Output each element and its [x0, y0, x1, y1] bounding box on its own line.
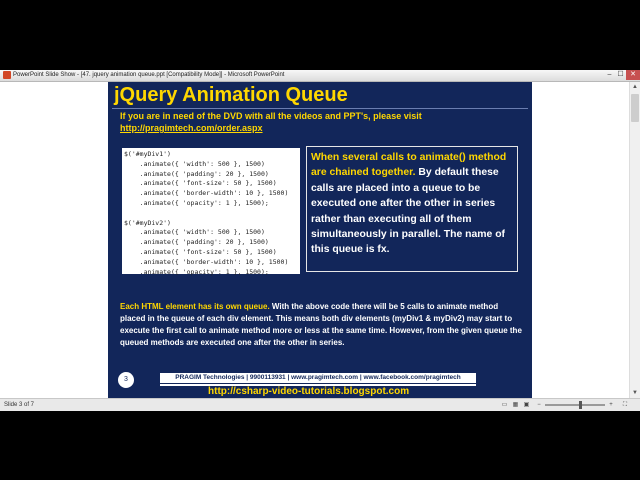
status-bar: [0, 398, 640, 411]
callout-box: [306, 146, 518, 272]
callout-text: By default these calls are placed into a queue to be executed one after the other in series rather than executing all of them simultaneously in parallel. The name of this queue is fx.: [311, 167, 506, 256]
slide-title: jQuery Animation Queue: [114, 84, 348, 106]
blog-link[interactable]: http://csharp-video-tutorials.blogspot.com: [208, 386, 410, 397]
zoom-in-icon[interactable]: +: [609, 402, 613, 408]
scroll-thumb[interactable]: [631, 94, 639, 122]
vertical-scrollbar[interactable]: [629, 82, 640, 398]
zoom-out-icon[interactable]: −: [537, 402, 541, 408]
fit-to-window-icon[interactable]: ⛶: [622, 402, 628, 408]
powerpoint-window: [0, 70, 640, 410]
slide[interactable]: [108, 82, 532, 398]
zoom-slider[interactable]: [545, 404, 605, 406]
minimize-button[interactable]: –: [607, 71, 612, 78]
maximize-button[interactable]: ☐: [617, 71, 624, 78]
zoom-slider-thumb[interactable]: [579, 401, 582, 409]
footer-contact-bar: PRAGIM Technologies | 9900113931 | www.pragimtech.com | www.facebook.com/pragimtech: [160, 373, 476, 383]
explanation-paragraph: [120, 301, 524, 349]
slide-number-badge: 3: [118, 372, 134, 388]
dvd-notice: If you are in need of the DVD with all the videos and PPT's, please visit: [120, 111, 422, 121]
powerpoint-icon: [3, 71, 11, 79]
slide-sorter-icon[interactable]: ▦: [512, 402, 519, 408]
order-link[interactable]: http://pragimtech.com/order.aspx: [120, 123, 263, 133]
paragraph-highlight: Each HTML element has its own queue.: [120, 302, 270, 311]
paragraph-text: With the above code there will be 5 calls to animate method placed in the queue of each div element. This means both div elements (myDiv1 & myDiv2) may start to execute the first call to animate method more or less at the same time. However, from the given queue the queued methods are executed one after the other in series.: [120, 302, 522, 347]
code-snippet: $('#myDiv1') .animate({ 'width': 500 }, 1500) .animate({ 'padding': 20 }, 1500) .animate({ 'font-size': 50 }, 1500) .animate({ 'border-width': 10 }, 1500) .animate({ 'opacity': 1 }, 1500); $('#myDiv2') .animate({ 'width': 500 }, 1500) .animate({ 'padding': 20 }, 1500) .animate({ 'font-size': 50 }, 1500) .animate({ 'border-width': 10 }, 1500) .animate({ 'opacity': 1 }, 1500);: [124, 150, 289, 276]
slideshow-view-icon[interactable]: ▣: [523, 402, 530, 408]
close-button[interactable]: ✕: [626, 70, 640, 80]
normal-view-icon[interactable]: ▭: [501, 402, 508, 408]
code-snippet-box: [122, 148, 300, 274]
scroll-down-icon[interactable]: ▼: [632, 390, 638, 396]
slideshow-area[interactable]: [0, 82, 640, 398]
callout-highlight: When several calls to animate() method are chained together.: [311, 152, 507, 179]
window-title: PowerPoint Slide Show - [47. jquery animation queue.ppt [Compatibility Mode]] - Microsoft PowerPoint: [13, 72, 285, 78]
title-bar[interactable]: [0, 70, 640, 82]
scroll-up-icon[interactable]: ▲: [632, 84, 638, 90]
title-divider: [112, 108, 528, 109]
slide-counter: Slide 3 of 7: [4, 402, 35, 408]
